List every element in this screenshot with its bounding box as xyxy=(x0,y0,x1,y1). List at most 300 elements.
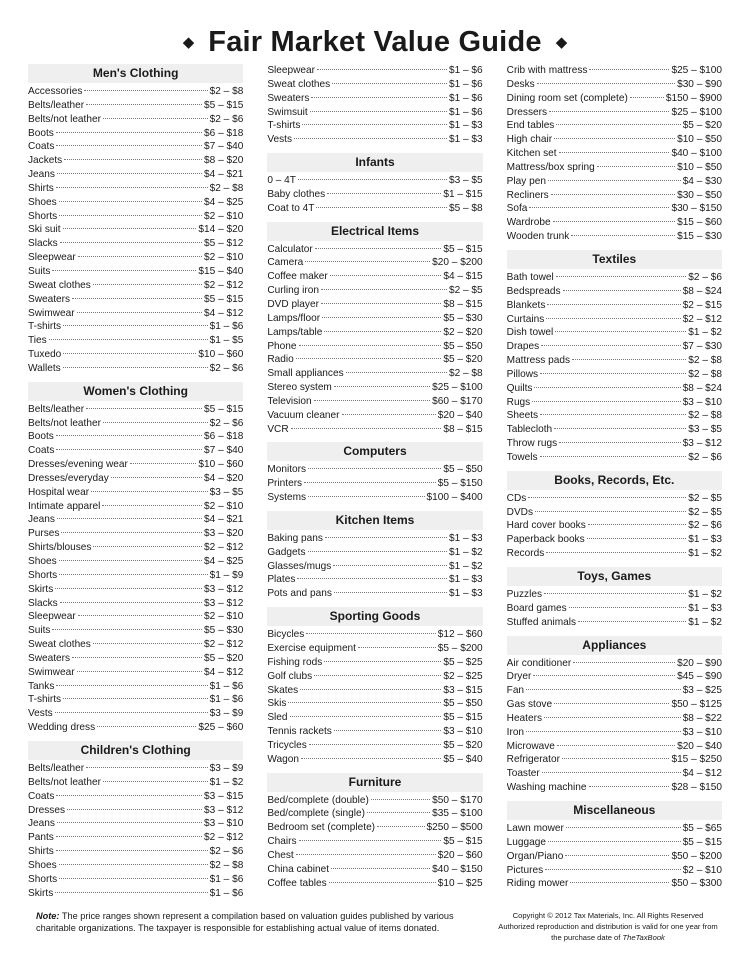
price-row xyxy=(507,161,722,175)
price-row xyxy=(28,265,243,279)
item-price: $2 – $8 xyxy=(209,859,244,871)
dot-leader xyxy=(52,629,202,630)
item-price: $5 – $15 xyxy=(682,836,722,848)
dot-leader xyxy=(324,661,441,662)
price-row xyxy=(507,133,722,147)
item-name: Vests xyxy=(28,708,53,720)
price-row xyxy=(267,367,482,381)
item-price: $25 – $100 xyxy=(671,106,722,118)
price-row xyxy=(267,353,482,367)
item-price: $1 – $3 xyxy=(448,588,483,600)
item-price: $5 – $15 xyxy=(443,712,483,724)
item-name: Refrigerator xyxy=(506,754,560,766)
dot-leader xyxy=(540,414,686,415)
price-row xyxy=(28,845,243,859)
item-name: Air conditioner xyxy=(506,657,572,669)
dot-leader xyxy=(63,367,208,368)
item-name: Gas stove xyxy=(506,699,553,711)
price-row xyxy=(507,78,722,92)
item-name: Small appliances xyxy=(267,368,344,380)
price-row xyxy=(507,740,722,754)
price-row xyxy=(507,767,722,781)
price-row xyxy=(28,444,243,458)
price-row xyxy=(28,610,243,624)
item-price: $250 – $500 xyxy=(426,822,483,834)
item-price: $3 – $9 xyxy=(209,762,244,774)
item-price: $5 – $12 xyxy=(204,238,244,250)
price-row xyxy=(507,850,722,864)
item-name: Quilts xyxy=(506,382,533,394)
price-row xyxy=(28,513,243,527)
item-name: Suits xyxy=(28,625,51,637)
dot-leader xyxy=(334,730,442,731)
price-row xyxy=(267,106,482,120)
item-name: Pants xyxy=(28,832,54,844)
price-row xyxy=(267,642,482,656)
dot-leader xyxy=(545,869,681,870)
item-price: $8 – $20 xyxy=(204,155,244,167)
item-name: Purses xyxy=(28,528,60,540)
item-name: Puzzles xyxy=(506,589,542,600)
item-name: Systems xyxy=(267,492,307,504)
dot-leader xyxy=(97,726,196,727)
dot-leader xyxy=(91,491,207,492)
item-name: Pillows xyxy=(506,368,539,380)
dot-leader xyxy=(559,152,670,153)
price-row xyxy=(507,326,722,340)
item-name: Radio xyxy=(267,354,294,366)
category-section xyxy=(267,511,482,601)
disclaimer-note xyxy=(36,910,466,934)
item-price: $5 – $20 xyxy=(204,652,244,664)
dot-leader xyxy=(302,124,447,125)
item-price: $14 – $20 xyxy=(198,224,244,236)
item-price: $7 – $40 xyxy=(204,445,244,457)
item-name: Ties xyxy=(28,335,47,347)
price-row xyxy=(507,822,722,836)
dot-leader xyxy=(367,812,430,813)
dot-leader xyxy=(630,97,664,98)
price-row xyxy=(28,127,243,141)
item-name: Sheets xyxy=(506,410,539,422)
category-section xyxy=(28,741,243,900)
dot-leader xyxy=(546,552,686,553)
price-row xyxy=(507,877,722,891)
item-name: Organ/Piano xyxy=(506,850,564,862)
item-price: $1 – $6 xyxy=(209,694,244,706)
category-heading: Textiles xyxy=(507,250,722,269)
dot-leader xyxy=(59,201,202,202)
item-price: $20 – $90 xyxy=(677,657,722,669)
item-name: Shoes xyxy=(28,859,57,871)
item-price: $8 – $24 xyxy=(682,285,722,297)
item-name: Skis xyxy=(267,698,287,710)
item-name: Sleepwear xyxy=(28,252,76,264)
price-row xyxy=(267,395,482,409)
price-row xyxy=(28,693,243,707)
item-price: $50 – $300 xyxy=(671,878,722,890)
dot-leader xyxy=(55,892,207,893)
item-price: $2 – $8 xyxy=(209,86,244,97)
dot-leader xyxy=(570,882,669,883)
dot-leader xyxy=(334,386,430,387)
item-price: $2 – $5 xyxy=(688,506,722,518)
item-price: $7 – $30 xyxy=(682,341,722,353)
dot-leader xyxy=(301,758,441,759)
price-row xyxy=(507,588,722,602)
item-price: $3 – $15 xyxy=(204,790,244,802)
item-name: Jeans xyxy=(28,169,55,181)
dot-leader xyxy=(55,588,202,589)
price-row xyxy=(267,725,482,739)
item-price: $3 – $9 xyxy=(209,708,244,720)
dot-leader xyxy=(55,712,208,713)
dot-leader xyxy=(358,647,436,648)
note-text: The price ranges shown represent a compilation based on valuation guides published by various charitable organizations. The taxpayer is responsible for establishing actual value of items donated. xyxy=(36,911,454,933)
item-name: Shoes xyxy=(28,196,57,208)
dot-leader xyxy=(334,592,447,593)
price-row xyxy=(267,64,482,78)
item-name: Skirts xyxy=(28,583,54,595)
price-row xyxy=(28,334,243,348)
item-name: Plates xyxy=(267,574,296,586)
item-name: Jeans xyxy=(28,818,55,830)
item-name: Tuxedo xyxy=(28,349,62,361)
price-row xyxy=(507,368,722,382)
price-row xyxy=(507,506,722,520)
item-price: $1 – $2 xyxy=(448,560,483,572)
item-name: Accessories xyxy=(28,86,83,97)
price-row xyxy=(507,616,722,630)
item-name: T-shirts xyxy=(267,120,301,132)
item-price: $5 – $15 xyxy=(204,403,244,415)
dot-leader xyxy=(544,717,681,718)
dot-leader xyxy=(296,854,436,855)
price-row xyxy=(267,133,482,147)
price-row xyxy=(507,864,722,878)
dot-leader xyxy=(60,242,202,243)
dot-leader xyxy=(533,675,675,676)
price-row xyxy=(507,547,722,561)
item-price: $2 – $12 xyxy=(204,639,244,651)
item-name: Coats xyxy=(28,445,55,457)
dot-leader xyxy=(534,387,680,388)
dot-leader xyxy=(59,215,202,216)
item-price: $1 – $2 xyxy=(688,616,722,628)
item-name: Shorts xyxy=(28,873,58,885)
guide-columns xyxy=(28,64,722,899)
dot-leader xyxy=(310,111,447,112)
dot-leader xyxy=(546,318,680,319)
dot-leader xyxy=(316,207,447,208)
item-name: Gadgets xyxy=(267,546,306,558)
dot-leader xyxy=(72,657,202,658)
item-price: $5 – $50 xyxy=(443,464,483,476)
price-row xyxy=(267,463,482,477)
dot-leader xyxy=(554,703,669,704)
price-row xyxy=(28,307,243,321)
item-name: Television xyxy=(267,395,312,407)
price-row xyxy=(28,210,243,224)
category-section xyxy=(267,607,482,766)
dot-leader xyxy=(548,180,681,181)
item-name: Records xyxy=(506,548,545,560)
category-heading: Women's Clothing xyxy=(28,382,243,401)
dot-leader xyxy=(526,731,681,732)
dot-leader xyxy=(556,124,680,125)
dot-leader xyxy=(553,221,675,222)
dot-leader xyxy=(77,312,202,313)
price-row xyxy=(28,140,243,154)
dot-leader xyxy=(78,615,202,616)
item-price: $2 – $15 xyxy=(682,299,722,311)
item-name: Golf clubs xyxy=(267,670,313,682)
item-name: Wooden trunk xyxy=(506,231,570,243)
price-row xyxy=(507,533,722,547)
price-row xyxy=(267,684,482,698)
price-row xyxy=(267,298,482,312)
price-row xyxy=(28,362,243,376)
item-name: Towels xyxy=(506,451,538,463)
item-name: Glasses/mugs xyxy=(267,560,332,572)
dot-leader xyxy=(578,621,686,622)
price-row xyxy=(28,251,243,265)
dot-leader xyxy=(589,69,669,70)
item-price: $15 – $250 xyxy=(671,754,722,766)
price-row xyxy=(267,202,482,216)
diamond-icon: ◆ xyxy=(182,33,195,51)
dot-leader xyxy=(296,358,442,359)
category-heading: Kitchen Items xyxy=(267,511,482,530)
dot-leader xyxy=(63,353,196,354)
copyright-block xyxy=(498,910,718,943)
price-row xyxy=(507,451,722,465)
item-name: Ski suit xyxy=(28,224,61,236)
price-row xyxy=(28,873,243,887)
item-name: Slacks xyxy=(28,597,58,609)
dot-leader xyxy=(288,702,441,703)
dot-leader xyxy=(78,256,202,257)
price-row xyxy=(267,477,482,491)
item-price: $6 – $18 xyxy=(204,431,244,443)
item-name: Dining room set (complete) xyxy=(506,92,628,104)
price-row xyxy=(28,279,243,293)
item-name: Slacks xyxy=(28,238,58,250)
price-row xyxy=(507,106,722,120)
category-heading: Books, Records, Etc. xyxy=(507,471,722,490)
price-row xyxy=(267,835,482,849)
item-name: Sweaters xyxy=(28,652,71,664)
item-price: $4 – $21 xyxy=(204,514,244,526)
item-price: $3 – $10 xyxy=(682,396,722,408)
item-price: $1 – $6 xyxy=(448,65,483,76)
dot-leader xyxy=(308,468,441,469)
dot-leader xyxy=(86,408,202,409)
price-row xyxy=(28,597,243,611)
category-section xyxy=(507,250,722,465)
item-price: $4 – $25 xyxy=(204,556,244,567)
dot-leader xyxy=(330,275,442,276)
price-row xyxy=(28,817,243,831)
item-price: $3 – $5 xyxy=(448,175,483,187)
dot-leader xyxy=(565,855,669,856)
price-row xyxy=(28,223,243,237)
price-row xyxy=(28,527,243,541)
item-name: Bedroom set (complete) xyxy=(267,822,376,834)
item-name: Calculator xyxy=(267,243,313,255)
dot-leader xyxy=(56,685,207,686)
item-price: $2 – $5 xyxy=(688,492,722,504)
dot-leader xyxy=(52,270,196,271)
dot-leader xyxy=(308,496,424,497)
item-name: Tricycles xyxy=(267,739,307,751)
item-name: Vests xyxy=(267,134,293,146)
dot-leader xyxy=(554,428,686,429)
item-price: $3 – $25 xyxy=(682,685,722,697)
item-name: Bed/complete (single) xyxy=(267,808,365,820)
dot-leader xyxy=(56,850,208,851)
price-row xyxy=(28,472,243,486)
item-price: $40 – $100 xyxy=(671,148,722,160)
price-row xyxy=(28,762,243,776)
dot-leader xyxy=(566,827,681,828)
dot-leader xyxy=(322,317,441,318)
price-row xyxy=(507,299,722,313)
column-3 xyxy=(507,64,722,899)
dot-leader xyxy=(331,868,430,869)
price-row xyxy=(507,119,722,133)
item-price: $5 – $20 xyxy=(443,739,483,751)
dot-leader xyxy=(332,83,447,84)
dot-leader xyxy=(532,401,680,402)
item-price: $2 – $10 xyxy=(204,611,244,623)
item-price: $3 – $12 xyxy=(204,597,244,609)
price-row xyxy=(507,670,722,684)
dot-leader xyxy=(57,822,202,823)
item-price: $25 – $100 xyxy=(432,382,483,394)
price-row xyxy=(507,382,722,396)
price-row xyxy=(507,753,722,767)
price-row xyxy=(267,119,482,133)
price-row xyxy=(267,794,482,808)
item-price: $2 – $12 xyxy=(204,832,244,844)
dot-leader xyxy=(77,671,202,672)
item-name: Lamps/table xyxy=(267,326,323,338)
price-row xyxy=(507,726,722,740)
item-name: Chairs xyxy=(267,836,297,848)
item-name: China cabinet xyxy=(267,863,330,875)
item-price: $2 – $8 xyxy=(209,182,244,194)
item-name: Toaster xyxy=(506,768,540,780)
price-row xyxy=(267,312,482,326)
item-name: Coats xyxy=(28,141,55,153)
price-row xyxy=(28,154,243,168)
price-row xyxy=(28,293,243,307)
price-row xyxy=(267,188,482,202)
item-name: Drapes xyxy=(506,341,540,353)
price-row xyxy=(267,711,482,725)
item-price: $5 – $40 xyxy=(443,753,483,765)
price-row xyxy=(507,684,722,698)
category-section xyxy=(267,64,482,147)
price-row xyxy=(507,423,722,437)
category-section xyxy=(507,636,722,795)
item-name: Sleepwear xyxy=(267,65,316,76)
category-heading: Electrical Items xyxy=(267,222,482,241)
price-row xyxy=(507,396,722,410)
item-name: Shorts xyxy=(28,210,58,222)
price-row xyxy=(267,807,482,821)
price-row xyxy=(267,670,482,684)
item-price: $28 – $150 xyxy=(671,782,722,794)
dot-leader xyxy=(544,593,686,594)
dot-leader xyxy=(324,331,441,332)
item-price: $5 – $20 xyxy=(443,354,483,366)
price-row xyxy=(28,831,243,845)
dot-leader xyxy=(56,132,202,133)
dot-leader xyxy=(528,497,686,498)
item-price: $25 – $100 xyxy=(671,65,722,76)
price-row xyxy=(507,340,722,354)
item-name: Coffee tables xyxy=(267,877,327,889)
item-price: $2 – $6 xyxy=(688,520,722,532)
item-price: $3 – $12 xyxy=(204,583,244,595)
price-row xyxy=(507,836,722,850)
dot-leader xyxy=(311,97,447,98)
item-price: $5 – $30 xyxy=(443,312,483,324)
price-row xyxy=(28,652,243,666)
price-row xyxy=(267,340,482,354)
dot-leader xyxy=(572,359,686,360)
column-1 xyxy=(28,64,243,899)
item-price: $3 – $5 xyxy=(688,424,722,436)
item-price: $1 – $3 xyxy=(688,534,722,546)
item-name: Coat to 4T xyxy=(267,202,315,214)
item-name: Shirts/blouses xyxy=(28,542,92,554)
item-price: $3 – $10 xyxy=(204,818,244,830)
item-name: Dresses/evening wear xyxy=(28,459,128,471)
price-row xyxy=(28,680,243,694)
item-price: $5 – $25 xyxy=(443,656,483,668)
item-name: Riding mower xyxy=(506,878,569,890)
price-row xyxy=(267,326,482,340)
price-row xyxy=(267,381,482,395)
dot-leader xyxy=(300,689,441,690)
price-row xyxy=(28,541,243,555)
item-price: $60 – $170 xyxy=(432,395,483,407)
item-price: $4 – $15 xyxy=(443,271,483,283)
dot-leader xyxy=(537,83,675,84)
item-name: Baking pans xyxy=(267,532,323,544)
price-row xyxy=(28,776,243,790)
item-name: Stereo system xyxy=(267,382,332,394)
item-price: $5 – $15 xyxy=(204,99,244,111)
item-name: Chest xyxy=(267,849,294,861)
item-price: $2 – $8 xyxy=(688,410,722,422)
item-name: Swimwear xyxy=(28,307,75,319)
item-price: $2 – $12 xyxy=(682,313,722,325)
item-name: Mattress pads xyxy=(506,355,571,367)
copyright-line: Copyright © 2012 Tax Materials, Inc. All Rights Reserved xyxy=(512,911,704,920)
item-name: Boots xyxy=(28,127,54,139)
dot-leader xyxy=(57,518,202,519)
price-row xyxy=(267,753,482,767)
item-price: $5 – $15 xyxy=(204,293,244,305)
price-row xyxy=(507,230,722,244)
category-section xyxy=(267,153,482,216)
dot-leader xyxy=(59,574,207,575)
item-name: Belts/not leather xyxy=(28,113,101,125)
